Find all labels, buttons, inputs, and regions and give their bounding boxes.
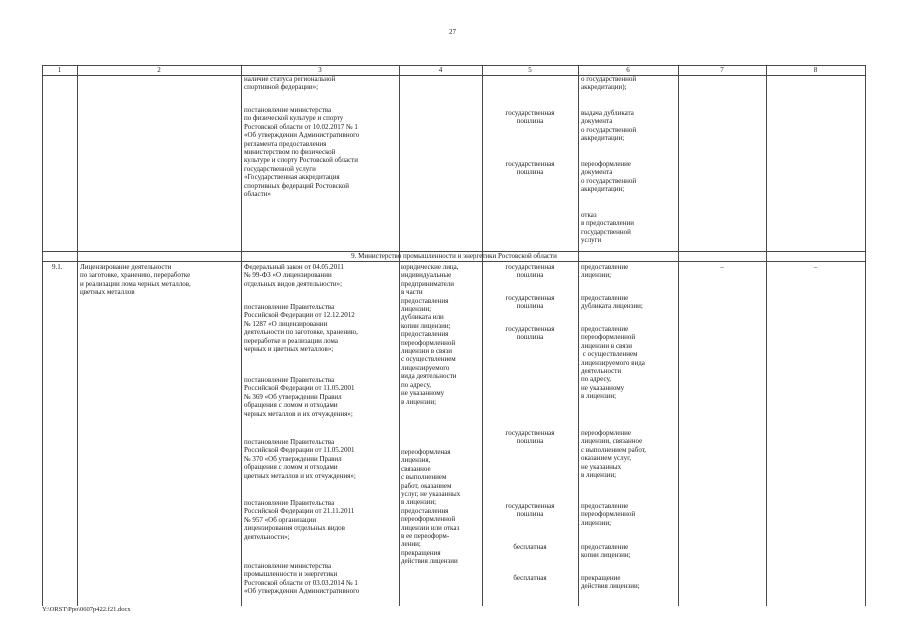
fee-type-text: государственная пошлина (505, 325, 555, 342)
applicant-text: юридические лица, индивидуальные предприниматели в части предоставления лицензии; дубликата или копии лицензии; предоставления переоформленной лицензии в связи с осуществлением лицензируемого вида деятельности по адресу, не указанному в лицензии; (401, 263, 459, 406)
result-text: переоформление документа о государственной аккредитации; (581, 160, 637, 194)
legal-basis-text: постановление министерства промышленности и энергетики Ростовской области от 03.03.2014 № 1 «Об утверждении Административного (244, 562, 360, 596)
fee-type-text: бесплатная (513, 543, 547, 551)
column-number-4: 4 (438, 66, 443, 74)
section-title: 9. Министерство промышленности и энергетики Ростовской области (351, 252, 557, 260)
result-text: предоставление переоформленной лицензии; (581, 502, 636, 527)
result-text: предоставление лицензии; (581, 263, 629, 280)
column-number-7: 7 (720, 66, 724, 74)
result-text: предоставление копии лицензии; (581, 543, 631, 560)
header-divider (42, 75, 866, 76)
applicant-text: переоформленая лицензия, связанное с выполнением работ, оказанием услуг, не указанных в лицензии; предоставления переоформленной лицензии или отказ в ее переоформ- лении; прекращения действия лицензии (401, 448, 461, 566)
fee-type-text: государственная пошлина (505, 263, 555, 280)
column-number-5: 5 (528, 66, 532, 74)
fee-type-text: государственная пошлина (505, 294, 555, 311)
table-border-right (865, 65, 866, 606)
column-number-3: 3 (318, 66, 322, 74)
legal-basis-text: постановление Правительства Российской Федерации от 11.05.2001 № 370 «Об утверждении Правил обращения с ломом и отходами цветных металлов и их отчуждения»; (244, 438, 356, 480)
fee-type-text: государственная пошлина (505, 109, 555, 126)
row-number: 9.1. (52, 263, 63, 271)
table-border-left (42, 65, 43, 606)
services-table (42, 65, 866, 606)
column-divider (241, 65, 242, 606)
column-divider (766, 65, 767, 606)
legal-basis-text: постановление Правительства Российской Федерации от 11.05.2001 № 369 «Об утверждении Правил обращения с ломом и отходами черных металлов и их отчуждения»; (244, 376, 355, 418)
fee-type-text: бесплатная (513, 574, 547, 582)
column-divider (77, 65, 78, 606)
result-text: прекращение действия лицензии; (581, 574, 640, 591)
legal-basis-text: наличие статуса региональной спортивной федерации»; (244, 75, 336, 92)
legal-basis-text: постановление министерства по физической культуре и спорту Ростовской области от 10.02.2017 № 1 «Об утверждении Административного регламента предоставления министерством по физической культуре и спорту Ростовской области государственной услуги «Государственная аккредитация спортивных федераций Ростовской области» (244, 106, 360, 199)
column-number-2: 2 (157, 66, 161, 74)
section-divider-bottom (42, 261, 866, 262)
result-text: отказ в предоставлении государственной услуги (581, 211, 634, 245)
column-divider (399, 65, 400, 606)
column-divider (678, 65, 679, 606)
service-name: Лицензирование деятельности по заготовке, хранению, переработке и реализации лома черных металлов, цветных металлов (80, 263, 191, 297)
result-text: выдача дубликата документа о государственной аккредитации; (581, 109, 637, 143)
result-text: о государственной аккредитации); (581, 75, 637, 92)
legal-basis-text: постановление Правительства Российской Федерации от 12.12.2012 № 1287 «О лицензировании деятельности по заготовке, хранению, переработке и реализации лома черных и цветных металлов»; (244, 303, 358, 354)
fee-type-text: государственная пошлина (505, 160, 555, 177)
column-number-6: 6 (626, 66, 630, 74)
fee-type-text: государственная пошлина (505, 502, 555, 519)
legal-basis-text: постановление Правительства Российской Федерации от 21.11.2011 № 957 «Об организации лицензирования отдельных видов деятельности»; (244, 499, 355, 541)
result-text: предоставление дубликата лицензии; (581, 294, 643, 311)
column-number-8: 8 (813, 66, 818, 74)
legal-basis-text: Федеральный закон от 04.05.2011 № 99-ФЗ «О лицензировании отдельных видов деятельности»; (244, 263, 344, 288)
column-number-1: 1 (57, 66, 62, 74)
result-text: переоформление лицензии, связанное с выполнением работ, оказанием услуг, не указанных в лицензии; (581, 429, 647, 480)
footer-file-path: Y:\ORST\Ppo\0607p422.f21.docx (42, 606, 131, 613)
column-7-dash: – (720, 263, 724, 271)
column-8-dash: – (813, 263, 818, 271)
result-text: предоставление переоформленной лицензии в связи с осуществлением лицензируемого вида деятельности по адресу, не указанному в лицензии; (581, 325, 645, 401)
fee-type-text: государственная пошлина (505, 429, 555, 446)
page-number: 27 (449, 28, 456, 36)
column-divider (578, 65, 579, 606)
